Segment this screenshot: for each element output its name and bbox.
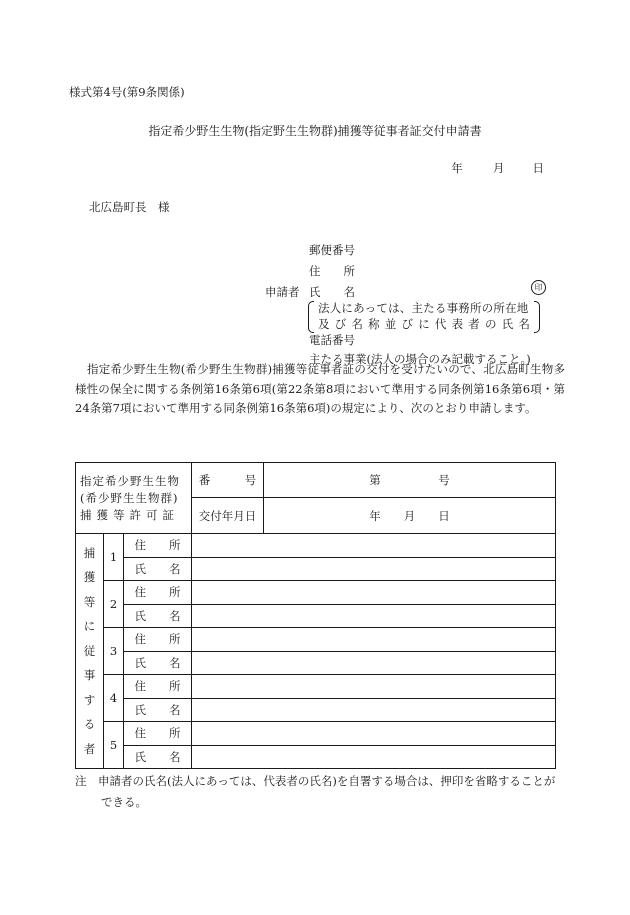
permit-date-label: 交付年月日 bbox=[192, 498, 264, 534]
side-label-char: 事 bbox=[83, 668, 96, 683]
worker-name-field[interactable] bbox=[192, 698, 556, 722]
date-line bbox=[429, 160, 544, 176]
corp-note-line1: 法人にあっては、主たる事務所の所在地 bbox=[318, 301, 529, 315]
worker-address-label: 住 所 bbox=[124, 628, 192, 652]
permit-date-field[interactable]: 年 月 日 bbox=[264, 498, 556, 534]
addressee: 北広島町長 様 bbox=[89, 200, 170, 214]
worker-address-field[interactable] bbox=[192, 581, 556, 605]
permit-header-line2: (希少野生生物群) bbox=[80, 490, 179, 505]
phone-label[interactable]: 電話番号 bbox=[309, 333, 355, 347]
worker-name-field[interactable] bbox=[192, 651, 556, 675]
worker-name-label: 氏 名 bbox=[124, 651, 192, 675]
worker-address-field[interactable] bbox=[192, 534, 556, 558]
side-label-char: る bbox=[83, 717, 96, 732]
worker-address-field[interactable] bbox=[192, 675, 556, 699]
month-field[interactable]: 月 bbox=[492, 161, 505, 175]
footnote bbox=[75, 771, 565, 813]
address-label[interactable]: 住 所 bbox=[309, 264, 355, 278]
side-label-char: 等 bbox=[83, 594, 96, 609]
form-number: 様式第4号(第9条関係) bbox=[69, 85, 185, 99]
worker-no: 1 bbox=[104, 534, 124, 581]
worker-address-label: 住 所 bbox=[124, 534, 192, 558]
worker-name-label: 氏 名 bbox=[124, 557, 192, 581]
side-label-char: す bbox=[83, 692, 96, 707]
worker-no: 2 bbox=[104, 581, 124, 628]
year-field[interactable]: 年 bbox=[451, 161, 463, 175]
name-label[interactable]: 氏 名 bbox=[309, 285, 355, 299]
worker-name-field[interactable] bbox=[192, 557, 556, 581]
day-field[interactable]: 日 bbox=[532, 161, 544, 175]
applicant-label: 申請者 bbox=[265, 285, 300, 299]
worker-name-label: 氏 名 bbox=[124, 604, 192, 628]
side-label-char: 捕 bbox=[83, 545, 96, 560]
worker-address-field[interactable] bbox=[192, 628, 556, 652]
side-label-char: 者 bbox=[83, 741, 96, 756]
worker-no: 4 bbox=[104, 675, 124, 722]
worker-name-field[interactable] bbox=[192, 745, 556, 769]
side-label-char: に bbox=[83, 619, 96, 634]
worker-address-label: 住 所 bbox=[124, 581, 192, 605]
side-label-char: 従 bbox=[83, 643, 96, 658]
corp-note-line2: 及び名称並びに代表者の氏名 bbox=[318, 317, 536, 331]
main-business-label[interactable]: 主たる事業(法人の場合のみ記載すること。) bbox=[309, 352, 531, 366]
worker-name-label: 氏 名 bbox=[124, 745, 192, 769]
worker-address-label: 住 所 bbox=[124, 675, 192, 699]
permit-number-field[interactable]: 第 号 bbox=[264, 463, 556, 498]
side-label-char: 獲 bbox=[83, 570, 96, 585]
applicant-block bbox=[265, 240, 355, 303]
body-text: 指定希少野生生物(希少野生生物群)捕獲等従事者証の交付を受けたいので、北広島町生物多様性の保全に関する条例第16条第6項(第22条第8項において準用する同条例第16条第6項・第24条第7項において準用する同条例第16条第6項)の規定により、次のとおり申請します。 bbox=[75, 362, 565, 415]
worker-no: 5 bbox=[104, 722, 124, 769]
workers-table bbox=[75, 533, 556, 769]
document-title: 指定希少野生生物(指定野生生物群)捕獲等従事者証交付申請書 bbox=[148, 124, 482, 138]
permit-header bbox=[76, 463, 192, 534]
permit-header-line3: 捕獲等許可証 bbox=[80, 507, 179, 522]
worker-no: 3 bbox=[104, 628, 124, 675]
corporation-note bbox=[308, 300, 540, 332]
footnote-text: 注 申請者の氏名(法人にあっては、代表者の氏名)を自署する場合は、押印を省略することができる。 bbox=[75, 774, 556, 809]
worker-address-field[interactable] bbox=[192, 722, 556, 746]
permit-number-label: 番 号 bbox=[192, 463, 264, 498]
worker-name-label: 氏 名 bbox=[124, 698, 192, 722]
worker-name-field[interactable] bbox=[192, 604, 556, 628]
permit-header-line1: 指定希少野生生物 bbox=[80, 473, 180, 488]
workers-side-label bbox=[76, 534, 104, 769]
postal-code-label[interactable]: 郵便番号 bbox=[309, 243, 355, 257]
seal-mark-icon: 印 bbox=[531, 280, 546, 295]
worker-address-label: 住 所 bbox=[124, 722, 192, 746]
permit-table bbox=[75, 462, 556, 534]
